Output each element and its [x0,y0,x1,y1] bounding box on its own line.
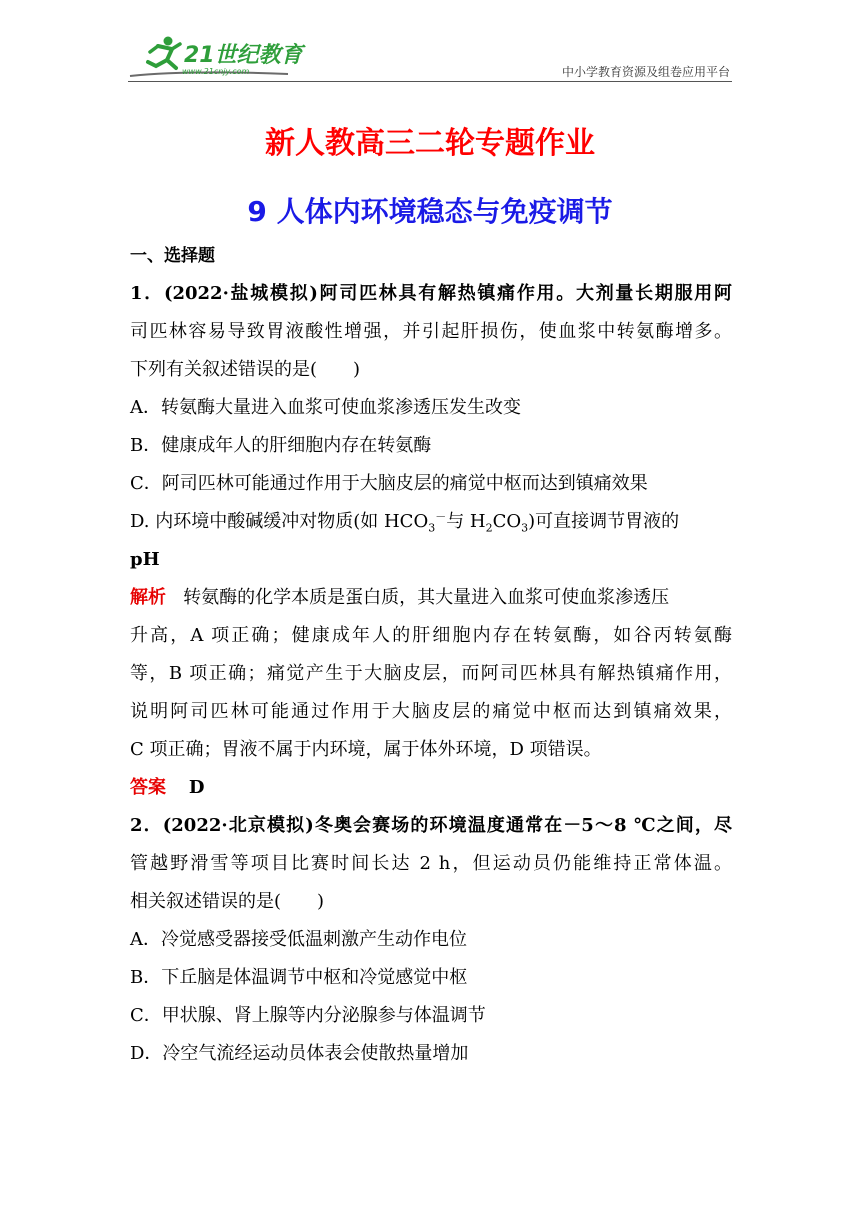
q1-option-b: B．健康成年人的肝细胞内存在转氨酶 [130,435,432,456]
q1-option-d-text: )可直接调节胃液的 [528,511,680,532]
q1-option-d [130,503,732,541]
q1-analysis-line-2: 升高，A 项正确；健康成年人的肝细胞内存在转氨酶，如谷丙转氨酶 [130,625,732,646]
section-heading: 一、选择题 [130,246,215,266]
q1-answer [130,769,732,807]
header-divider [128,81,732,82]
q1-option-a: A．转氨酶大量进入血浆可使血浆渗透压发生改变 [130,397,521,418]
question-2 [130,807,732,1073]
q1-option-d-sub: 2 [485,521,493,535]
document-subtitle: 9 人体内环境稳态与免疫调节 [247,195,613,228]
analysis-text: 转氨酶的化学本质是蛋白质，其大量进入血浆可使血浆渗透压 [183,587,670,608]
q2-option-a: A．冷觉感受器接受低温刺激产生动作电位 [130,929,467,950]
answer-value: D [188,777,205,798]
page-header [128,30,732,82]
q1-stem-line-2: 司匹林容易导致胃液酸性增强，并引起肝损伤，使血浆中转氨酶增多。 [130,321,732,342]
document-title: 新人教高三二轮专题作业 [265,126,595,161]
q2-stem-line-3: 相关叙述错误的是( ) [130,891,325,912]
q1-option-d-sup: － [435,510,447,523]
q2-option-b: B．下丘脑是体温调节中枢和冷觉感觉中枢 [130,967,468,988]
q2-option-c: C．甲状腺、肾上腺等内分泌腺参与体温调节 [130,1005,486,1026]
q2-stem-line-1: 2．(2022·北京模拟)冬奥会赛场的环境温度通常在－5～8 ℃之间，尽 [130,815,732,836]
q1-analysis-line-1 [130,579,732,617]
header-tagline: 中小学教育资源及组卷应用平台 [561,65,730,79]
question-1 [130,275,732,807]
q1-analysis-line-3: 等，B 项正确；痛觉产生于大脑皮层，而阿司匹林具有解热镇痛作用， [130,663,732,684]
analysis-label: 解析 [130,587,166,608]
q1-stem-line-1: 1．(2022·盐城模拟)阿司匹林具有解热镇痛作用。大剂量长期服用阿 [130,283,732,304]
logo-brand-text: 21世纪教育 [184,43,303,68]
document-body [130,237,732,1073]
q1-option-d-text: 与 H [446,511,486,532]
q1-option-d-text: D. 内环境中酸碱缓冲对物质(如 HCO [130,511,429,532]
logo-url-text: www.21cnjy.com [182,67,250,76]
q1-option-c: C．阿司匹林可能通过作用于大脑皮层的痛觉中枢而达到镇痛效果 [130,473,648,494]
q1-stem-line-3: 下列有关叙述错误的是( ) [130,359,361,380]
runner-icon [148,37,180,69]
q1-analysis-line-4: 说明阿司匹林可能通过作用于大脑皮层的痛觉中枢而达到镇痛效果， [130,701,732,722]
q1-option-d-sub: 3 [428,521,436,535]
q1-option-d-text: CO [492,511,522,532]
q1-option-d-sub: 3 [521,521,529,535]
q1-option-d-line-2: pH [130,549,160,570]
q2-stem-line-2: 管越野滑雪等项目比赛时间长达 2 h，但运动员仍能维持正常体温。 [130,853,732,874]
q2-option-d: D．冷空气流经运动员体表会使散热量增加 [130,1043,469,1064]
q1-analysis-line-5: C 项正确；胃液不属于内环境，属于体外环境，D 项错误。 [130,739,602,760]
answer-label: 答案 [130,777,166,798]
21cnjy-logo [128,32,308,80]
